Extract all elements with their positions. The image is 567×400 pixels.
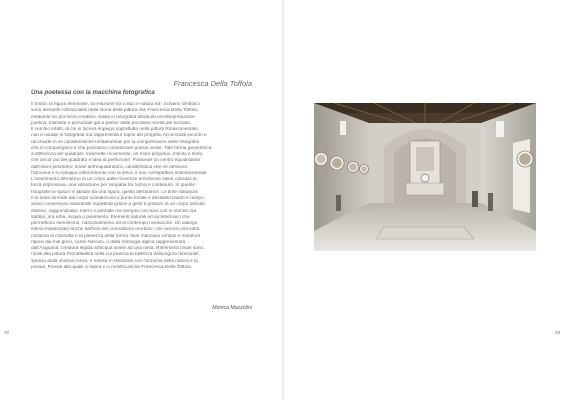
body-line: e le linee formate dal corpo scandiscono il punto focale e destabilizzando il campo [31, 195, 204, 201]
body-line: a differenza del quadrato, trasmette movimento, un moto perpetuo, infinito e lento, [31, 152, 204, 158]
body-line: dall'intero perimetro, limite dell'inquadratura, caratteristica che ne definisce [31, 164, 188, 170]
page-number-left: 48 [4, 330, 10, 335]
article-subtitle: Una poetessa con la macchina fotografica [31, 89, 155, 96]
body-line: visivo consentono autoritratti equilibrati grazie a gesti e posture di un corpo talvolta [31, 202, 205, 208]
body-line: che ancor più del quadrato è idea di perfezione. Possiede un centro equidistante [31, 158, 201, 164]
body-line: permettono mimetismo, nascondimento ed al contempo rivelazione. Un dialogo [31, 221, 198, 227]
body-line: dall'Anguana, creatura legata all'acqua simile ad una ninfa. Riferimenti chiari sono [31, 246, 204, 252]
body-line: poetica, intimista e personale già a partire dalla peculiare scelta del formato. [31, 120, 192, 126]
body-line: Il fondo, la figura femminile, la relazione tra corpo e natura ed i richiami simbolici [31, 102, 200, 107]
body-line: non è usuale in fotografia ma rappresenta il topos del progetto Accerchiati incontri e [31, 133, 207, 139]
body-line: Il cerchio infatti, di cui si faceva impiego soprattutto nella pittura Rinascimentale, [31, 127, 200, 133]
author-heading: Francesca Della Toffola [173, 79, 252, 88]
page-number-right: 49 [555, 330, 561, 335]
body-line: racchiude in sé caratteristiche fondamentali per la comprensione delle fotografie [31, 139, 200, 145]
body-line: disteso, raggomitolato, intero o parziale ma sempre con-fuso con lo sfondo ora [31, 208, 197, 214]
body-line: richiama la rotondità e la pienezza della forma. Non mancano simboli e metafore [31, 233, 201, 239]
body-line: l'armonia e si sviluppa ulteriormente con la sfera, il suo corrispettivo tridimensionale. [31, 170, 208, 176]
body-line: sabbia, ora erba, acqua o pavimento. Elementi naturali ed architettonici che [31, 214, 190, 220]
body-line: poesia. Poesia alla quale si ispira e ci mostra anche Francesca Della Toffola. [31, 264, 193, 270]
body-line: rivolti alla pittura Preraffaellita nella cui poetica la bellezza della figura femminile, [31, 252, 200, 258]
body-line: spesso dalla chioma rossa, è messa in relazione con l'armonia della natura e la [31, 258, 198, 264]
page-gutter [282, 0, 284, 400]
body-line: che lo compongono e che possiamo considerare poesie visive. Tale forma geometrica, [31, 145, 213, 151]
author-signature: Monica Mazzolini [212, 305, 252, 311]
body-line: forza espressiva, una vibrazione per simpatia tra forma e contenuto. In queste [31, 183, 195, 189]
body-line: mediante un processo creativo, trasla in fotografia attuando un'interpretazione [31, 114, 195, 120]
body-text [31, 102, 252, 271]
exhibition-photo [314, 103, 536, 251]
body-line: intimo evidenziato anche dall'uso del cromatismo morbido, che ancora una volta [31, 227, 200, 233]
body-line: L'inserimento all'interno di un corpo dalle movenze armoniose viene caricato di [31, 177, 197, 183]
body-line: sono elementi rintracciabili nella storia della pittura che Francesca Della Toffola, [31, 108, 199, 114]
body-line: fotografie lo spazio è abitato da una figura, quella dell'autrice. Le tinte sfasatura [31, 189, 198, 195]
body-line: ripresi dai miti greci, come Narciso, o dalla mitologia alpina rappresentata [31, 239, 186, 245]
